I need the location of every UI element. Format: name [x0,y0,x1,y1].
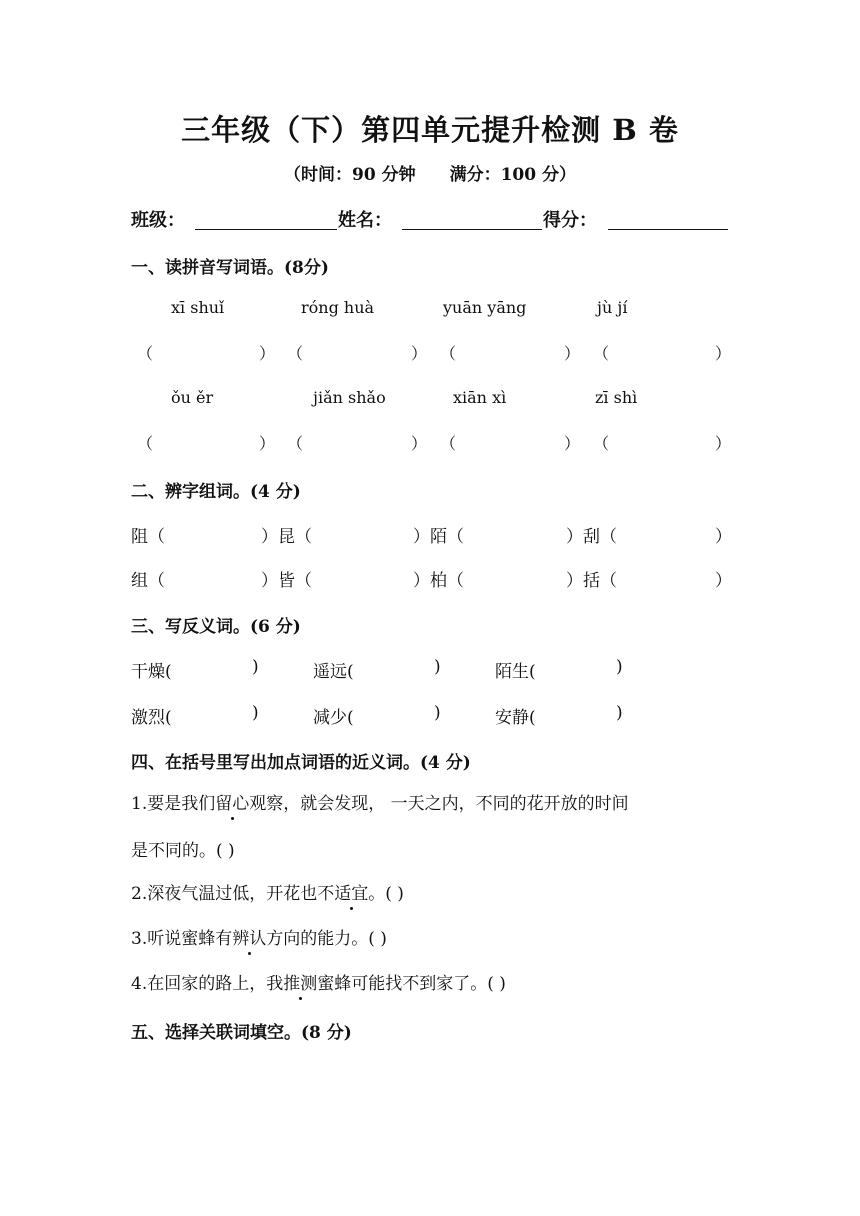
char-item-8: ）括（ [566,571,617,591]
question-2: 2.深夜气温过低，开花也不适宜。( ) [131,879,404,904]
question-3: 3.听说蜜蜂有辨认方向的能力。( ) [131,924,387,949]
char-item-end: ） [715,527,732,547]
answer-box-4-close: ） [715,344,732,363]
score-blank[interactable] [608,229,728,230]
name-blank[interactable] [402,229,542,230]
dotted-word-1: 留心 [215,789,249,814]
antonym-2: 遥远( [313,662,354,682]
answer-box-7-close: ） [564,434,581,453]
antonym-5-close: ) [434,703,441,723]
dotted-word-4: 推测 [283,969,317,994]
time-limit: （时间：90 分钟 [284,165,416,185]
antonym-3-close: ) [616,657,623,677]
pinyin-5: ǒu ěr [171,388,214,407]
antonym-1: 干燥( [131,662,172,682]
answer-box-7-open[interactable]: （ [440,434,457,453]
answer-box-1-close: ） [259,344,276,363]
full-score: 满分：100 分） [449,165,576,185]
char-item-3: ）陌（ [413,527,464,547]
question-1: 1.要是我们留心观察，就会发现， 一天之内，不同的花开放的时间 [131,789,629,814]
answer-box-2-close: ） [411,344,428,363]
section-4-heading: 四、在括号里写出加点词语的近义词。(4 分) [131,753,471,773]
antonym-5: 减少( [313,708,354,728]
char-item-4: ）刮（ [566,527,617,547]
exam-subtitle [0,160,860,185]
dotted-word-3: 辨认 [232,924,266,949]
char-item-end: ） [715,571,732,591]
section-2-heading: 二、辨字组词。(4 分) [131,482,301,502]
answer-box-6-close: ） [411,434,428,453]
class-label: 班级： [131,210,185,231]
answer-box-8-open[interactable]: （ [593,434,610,453]
antonym-4: 激烈( [131,708,172,728]
pinyin-3: yuān yāng [443,298,527,317]
section-5-heading: 五、选择关联词填空。(8 分) [131,1023,352,1043]
section-1-heading: 一、读拼音写词语。(8分) [131,258,329,278]
antonym-6: 安静( [495,708,536,728]
char-item-1: 阻（ [131,527,165,547]
answer-box-5-close: ） [259,434,276,453]
page-title: 三年级（下）第四单元提升检测 B 卷 [181,113,679,147]
char-item-7: ）柏（ [413,571,464,591]
antonym-3: 陌生( [495,662,536,682]
score-label: 得分： [543,210,597,231]
char-item-6: ）皆（ [261,571,312,591]
antonym-6-close: ) [616,703,623,723]
pinyin-1: xī shuǐ [171,298,225,317]
antonym-2-close: ) [434,657,441,677]
answer-box-8-close: ） [715,434,732,453]
pinyin-4: jù jí [597,298,628,317]
answer-box-2-open[interactable]: （ [287,344,304,363]
antonym-4-close: ) [252,703,259,723]
char-item-2: ）昆（ [261,527,312,547]
pinyin-7: xiān xì [453,388,507,407]
antonym-1-close: ) [252,657,259,677]
pinyin-2: róng huà [301,298,375,317]
question-4: 4.在回家的路上，我推测蜜蜂可能找不到家了。( ) [131,969,506,994]
name-label: 姓名： [338,210,392,231]
answer-box-4-open[interactable]: （ [593,344,610,363]
answer-box-5-open[interactable]: （ [137,434,154,453]
answer-box-1-open[interactable]: （ [137,344,154,363]
answer-box-3-open[interactable]: （ [440,344,457,363]
pinyin-6: jiǎn shǎo [313,388,386,407]
answer-box-3-close: ） [564,344,581,363]
char-item-5: 组（ [131,571,165,591]
dotted-word-2: 适宜 [334,879,368,904]
question-1-continued: 是不同的。( ) [131,841,235,861]
section-3-heading: 三、写反义词。(6 分) [131,617,301,637]
pinyin-8: zī shì [595,388,638,407]
class-blank[interactable] [195,229,337,230]
answer-box-6-open[interactable]: （ [287,434,304,453]
